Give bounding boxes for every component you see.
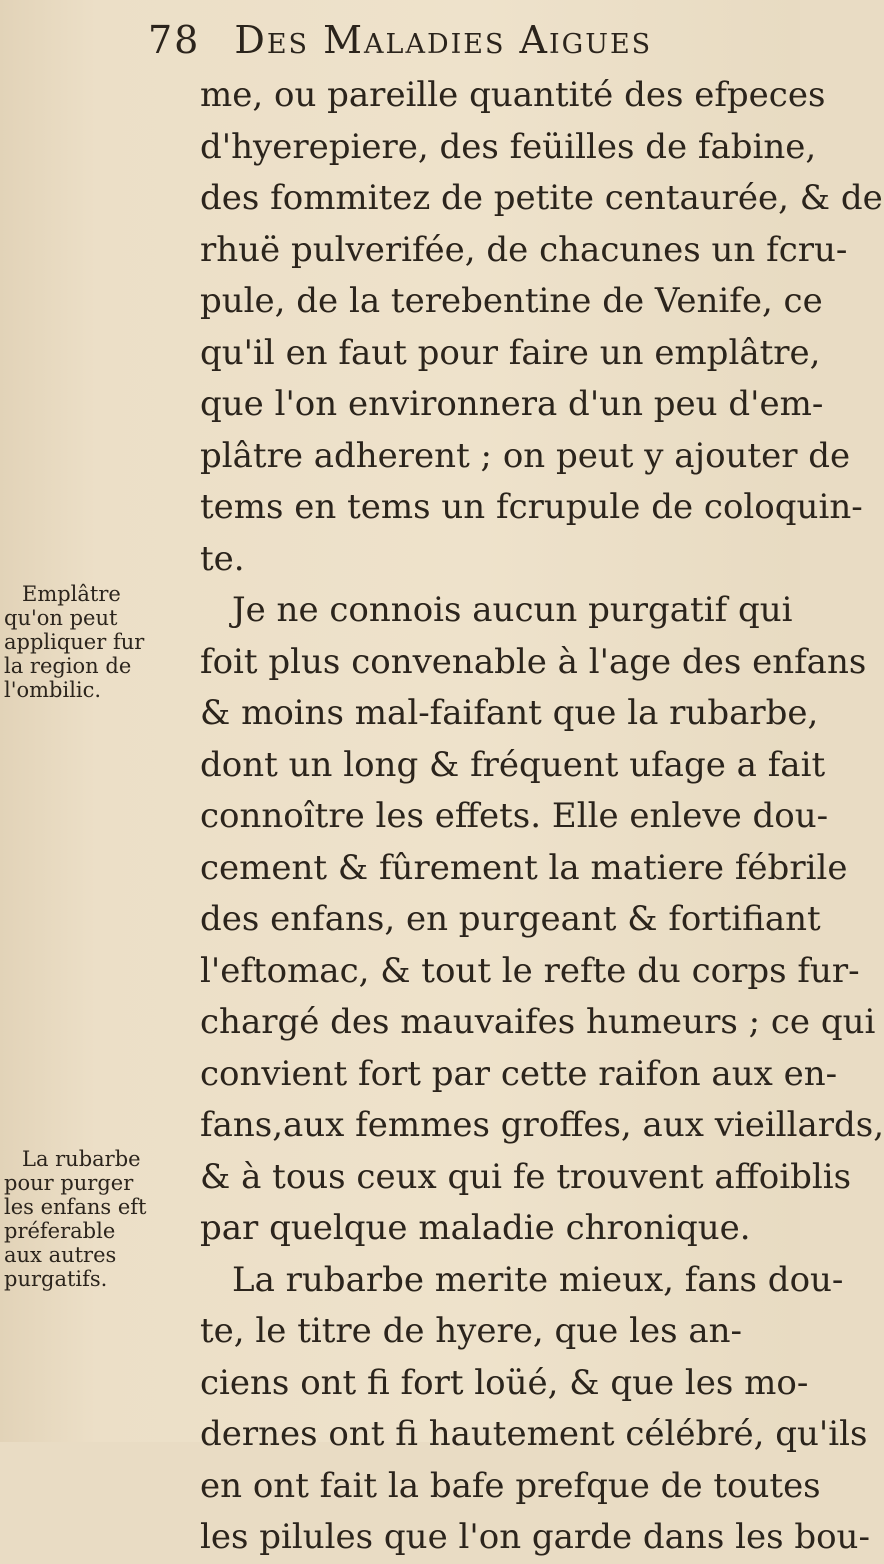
paragraph-3 bbox=[200, 1255, 870, 1564]
text-line: en ont fait la bafe prefque de toutes bbox=[200, 1465, 821, 1506]
text-line: l'eftomac, & tout le refte du corps fur- bbox=[200, 950, 860, 991]
text-line: cement & fûrement la matiere fébrile bbox=[200, 847, 848, 888]
text-line: & à tous ceux qui fe trouvent affoiblis bbox=[200, 1156, 852, 1197]
text-line: pule, de la terebentine de Venife, ce bbox=[200, 281, 823, 321]
text-line: des enfans, en purgeant & fortifiant bbox=[200, 899, 821, 939]
text-line: d'hyerepiere, des feüilles de fabine, bbox=[200, 126, 817, 167]
text-line: convient fort par cette raifon aux en- bbox=[200, 1053, 838, 1094]
note-line: la region de bbox=[4, 654, 132, 678]
note-line: pour purger bbox=[4, 1171, 134, 1195]
text-line: te. bbox=[200, 538, 245, 579]
text-line: Je ne connois aucun purgatif qui bbox=[232, 590, 793, 630]
text-line: les pilules que l'on garde dans les bou- bbox=[200, 1517, 870, 1557]
note-line: les enfans eft bbox=[4, 1195, 147, 1219]
text-line: te, le titre de hyere, que les an- bbox=[200, 1311, 742, 1351]
text-line: que l'on environnera d'un peu d'em- bbox=[200, 384, 824, 424]
margin-note-rubarbe bbox=[4, 1147, 204, 1291]
text-line: par quelque maladie chronique. bbox=[200, 1208, 751, 1248]
note-line: Emplâtre bbox=[22, 582, 121, 606]
text-line: rhuë pulverifée, de chacunes un fcru- bbox=[200, 229, 848, 270]
text-line: connoître les effets. Elle enleve dou- bbox=[200, 796, 829, 836]
text-line: me, ou pareille quantité des efpeces bbox=[200, 75, 826, 115]
note-line: purgatifs. bbox=[4, 1267, 108, 1291]
text-line: fans,aux femmes groffes, aux vieillards, bbox=[200, 1105, 884, 1145]
running-header bbox=[148, 18, 652, 62]
running-title: Des Maladies Aigues bbox=[234, 18, 653, 62]
note-line: préferable bbox=[4, 1219, 116, 1243]
text-line: & moins mal-faifant que la rubarbe, bbox=[200, 693, 819, 733]
page-number: 78 bbox=[148, 18, 201, 62]
text-line: plâtre adherent ; on peut y ajouter de bbox=[200, 435, 851, 476]
text-line: tems en tems un fcrupule de coloquin- bbox=[200, 487, 863, 527]
paragraph-1 bbox=[200, 70, 883, 585]
text-line: La rubarbe merite mieux, fans dou- bbox=[232, 1259, 844, 1300]
paragraph-2 bbox=[200, 585, 884, 1255]
text-line: qu'il en faut pour faire un emplâtre, bbox=[200, 332, 821, 373]
text-line: dont un long & fréquent ufage a fait bbox=[200, 744, 826, 785]
margin-note-emplatre bbox=[4, 582, 204, 702]
note-line: qu'on peut bbox=[4, 606, 118, 630]
note-line: l'ombilic. bbox=[4, 678, 102, 702]
main-text bbox=[200, 70, 884, 1564]
text-line: foit plus convenable à l'age des enfans bbox=[200, 641, 867, 682]
text-line: chargé des mauvaifes humeurs ; ce qui bbox=[200, 1002, 876, 1042]
text-line: des fommitez de petite centaurée, & de bbox=[200, 178, 883, 218]
note-line: La rubarbe bbox=[22, 1147, 141, 1171]
note-line: aux autres bbox=[4, 1243, 117, 1267]
text-line: ciens ont fi fort loüé, & que les mo- bbox=[200, 1362, 809, 1403]
note-line: appliquer fur bbox=[4, 630, 145, 654]
text-line: dernes ont fi hautement célébré, qu'ils bbox=[200, 1414, 868, 1454]
